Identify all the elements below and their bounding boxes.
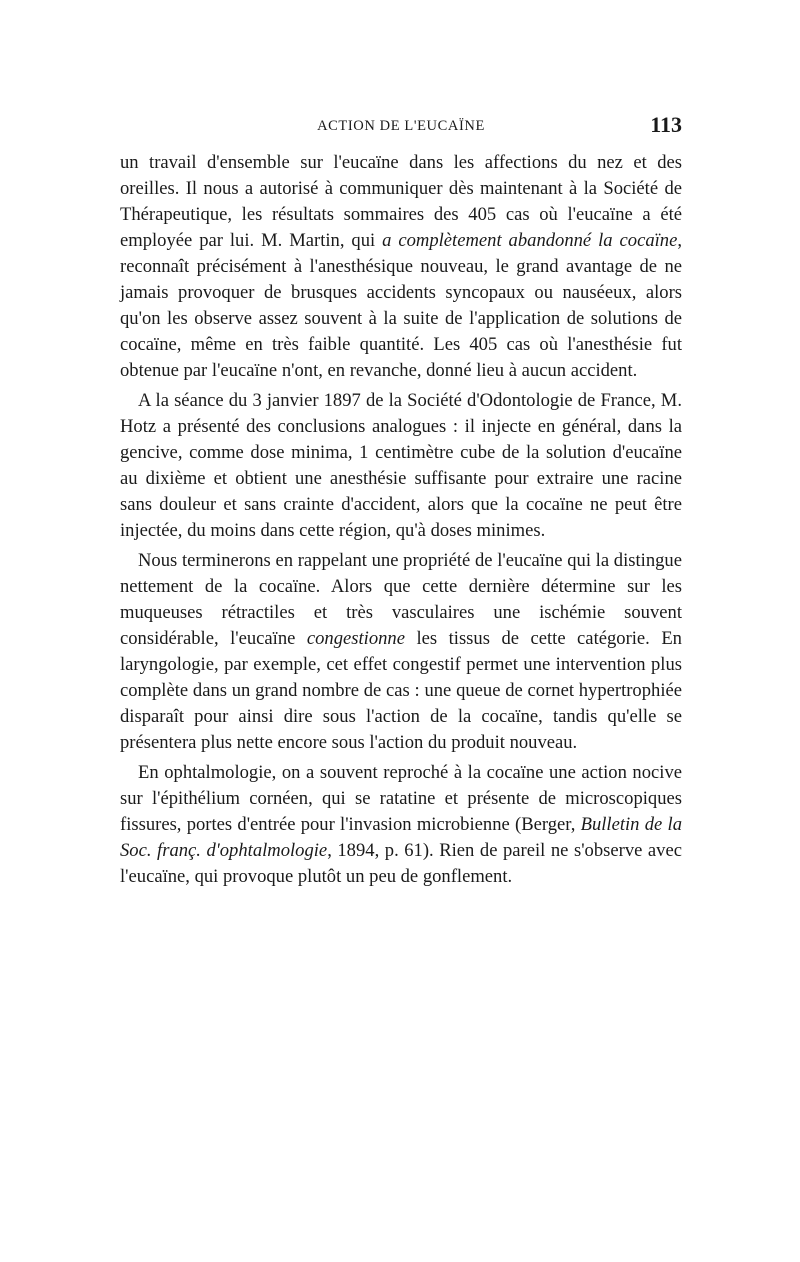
running-title: ACTION DE L'EUCAÏNE xyxy=(317,118,485,134)
paragraph-2 xyxy=(120,388,682,544)
paragraph-4-text-a: En ophtalmologie, on a souvent reproché à la cocaïne une action nocive sur l'épithélium cornéen, qui se ratatine et présente de microscopiques fissures, portes d'entrée pour l'invasion microbienne (Berger, xyxy=(120,762,682,835)
paragraph-3-text-a: Nous terminerons en rappelant une propriété de l'eucaïne qui la distingue nettement de la cocaïne. Alors que cette dernière détermine sur les muqueuses rétractiles et très vasculaires une ischémie souvent considérable, l'eucaïne xyxy=(120,550,682,649)
paragraph-4-text-b: , 1894, p. 61). Rien de pareil ne s'observe avec l'eucaïne, qui provoque plutôt un peu de gonflement. xyxy=(120,840,682,887)
paragraph-2-text: A la séance du 3 janvier 1897 de la Société d'Odontologie de France, M. Hotz a présenté des conclusions analogues : il injecte en général, dans la gencive, comme dose minima, 1 centimètre cube de la solution d'eucaïne au dixième et obtient une anesthésie suffisante pour extraire une racine sans douleur et sans crainte d'accident, alors que la cocaïne ne peut être injectée, du moins dans cette région, qu'à doses minimes. xyxy=(120,390,682,541)
paragraph-1-text-a: un travail d'ensemble sur l'eucaïne dans les affections du nez et des oreilles. Il nous a autorisé à communiquer dès maintenant à la Société de Thérapeutique, les résultats sommaires des 405 cas où l'eucaïne a été employée par lui. M. Martin, qui xyxy=(120,152,682,251)
paragraph-3 xyxy=(120,548,682,756)
paragraph-1-text-b: , reconnaît précisément à l'anesthésique nouveau, le grand avantage de ne jamais provoquer de brusques accidents syncopaux ou nauséeux, alors qu'on les observe assez souvent à la suite de l'application de solutions de cocaïne, même en très faible quantité. Les 405 cas où l'anesthésie fut obtenue par l'eucaïne n'ont, en revanche, donné lieu à aucun accident. xyxy=(120,230,682,381)
running-head xyxy=(120,112,682,142)
paragraph-4-emphasis: Bulletin de la Soc. franç. d'ophtalmologie xyxy=(120,814,682,861)
page-number: 113 xyxy=(650,112,682,137)
paragraph-1-emphasis: a complètement abandonné la cocaïne xyxy=(382,230,678,251)
paragraph-3-text-b: les tissus de cette catégorie. En laryngologie, par exemple, cet effet congestif permet une intervention plus complète dans un grand nombre de cas : une queue de cornet hypertrophiée disparaît pour ainsi dire sous l'action de la cocaïne, tandis qu'elle se présentera plus nette encore sous l'action du produit nouveau. xyxy=(120,628,682,753)
paragraph-4 xyxy=(120,760,682,890)
paragraph-3-emphasis: congestionne xyxy=(306,628,405,649)
book-page xyxy=(120,112,682,890)
paragraph-1 xyxy=(120,150,682,384)
